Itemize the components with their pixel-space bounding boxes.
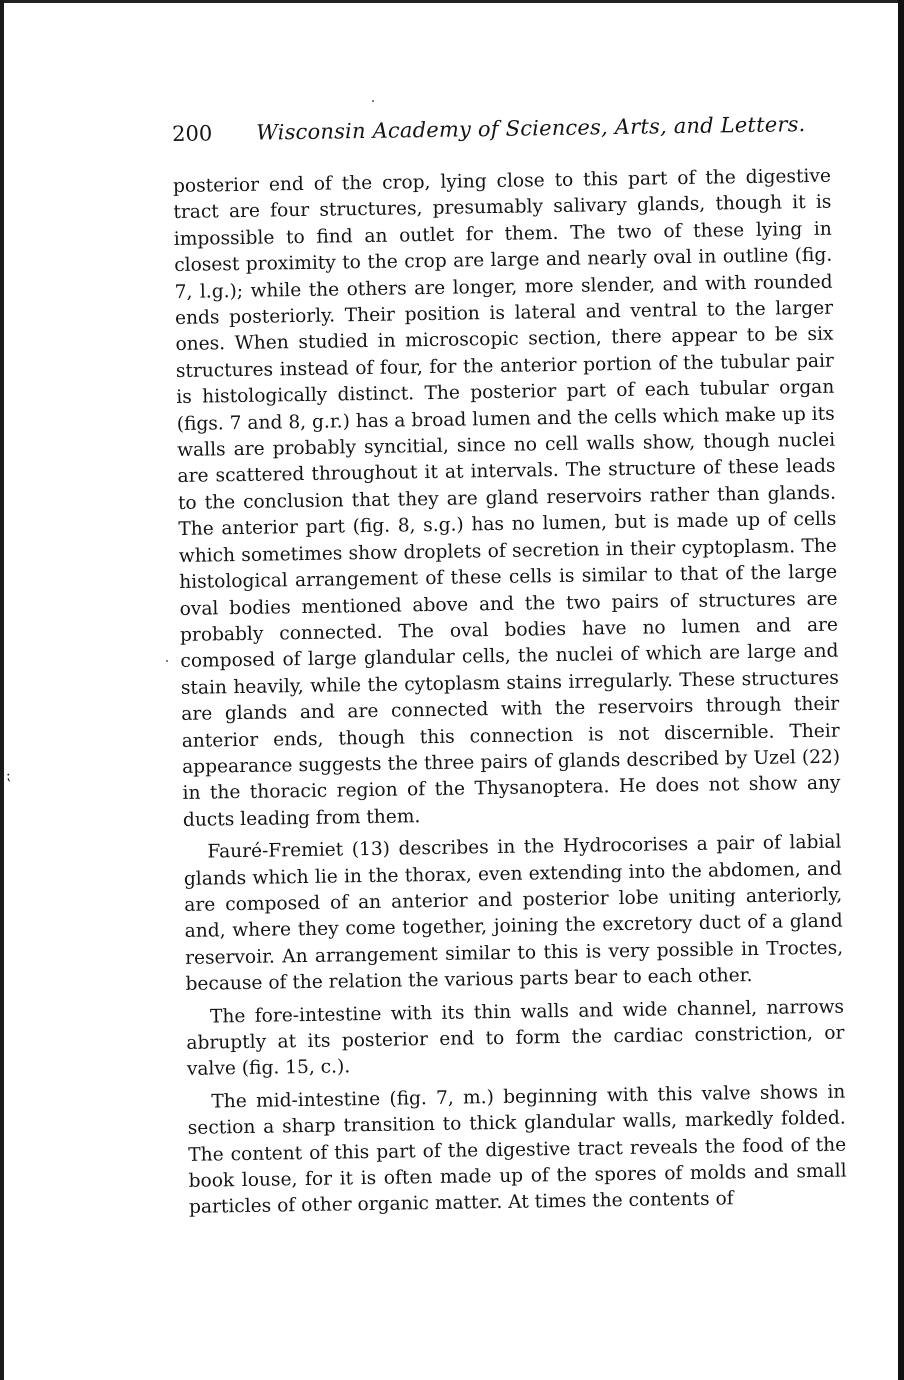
scan-speck xyxy=(166,660,168,662)
running-head: Wisconsin Academy of Sciences, Arts, and Letters. xyxy=(256,112,806,145)
page-number: 200 xyxy=(172,121,213,146)
body-text xyxy=(173,164,847,1222)
paragraph-mid-intestine: The mid-intestine (fig. 7, m.) beginning with this valve shows in section a sharp transition to thick glandular walls, markedly folded. The content of this part of the digestive tract reveals the food of the book louse, for it is often made up of the spores of molds and small particles of other organic matter. At times the contents of xyxy=(187,1081,847,1219)
scan-speck xyxy=(372,100,374,102)
scan-edge-right xyxy=(898,0,904,1380)
scan-edge-top xyxy=(0,0,904,3)
page-header xyxy=(172,112,830,146)
paragraph-fore-intestine: The fore-intestine with its thin walls and wide channel, narrows abruptly at its posterior end to form the cardiac constriction, or valve (fig. 15, c.). xyxy=(186,996,845,1081)
paragraph-labial-glands: Fauré-Fremiet (13) describes in the Hydrocorises a pair of labial glands which lie in the thorax, even extending into the abdomen, and are composed of an anterior and posterior lobe uniting anteriorly, and, where they come together, joining the excretory duct of a gland reservoir. An arrangement similar to this is very possible in Troctes, because of the relation the various parts bear to each other. xyxy=(183,831,844,996)
margin-mark: ⁏ xyxy=(6,768,11,784)
document-page xyxy=(172,112,847,1228)
scan-edge-left xyxy=(0,0,4,1380)
paragraph-continued: posterior end of the crop, lying close to this part of the digestive tract are four structures, presumably salivary glands, though it is impossible to find an outlet for them. The two of these lying in closest proximity to the crop are large and nearly oval in outline (fig. 7, l.g.); while the others are longer, more slender, and with rounded ends posteriorly. Their position is lateral and ventral to the larger ones. When studied in microscopic section, there appear to be six structures instead of four, for the anterior portion of the tubular pair is histologically distinct. The posterior part of each tubular organ (figs. 7 and 8, g.r.) has a broad lumen and the cells which make up its walls are probably syncitial, since no cell walls show, though nuclei are scattered throughout it at intervals. The structure of these leads to the conclusion that they are gland reservoirs rather than glands. The anterior part (fig. 8, s.g.) has no lumen, but is made up of cells which sometimes show droplets of secretion in their cyptoplasm. The histological arrangement of these cells is similar to that of the large oval bodies mentioned above and the two pairs of structures are probably connected. The oval bodies have no lumen and are composed of large glandular cells, the nuclei of which are large and stain heavily, while the cytoplasm stains irregularly. These structures are glands and are connected with the reservoirs through their anterior ends, though this connection is not discernible. Their appearance suggests the three pairs of glands described by Uzel (22) in the thoracic region of the Thysanoptera. He does not show any ducts leading from them. xyxy=(172,165,841,831)
